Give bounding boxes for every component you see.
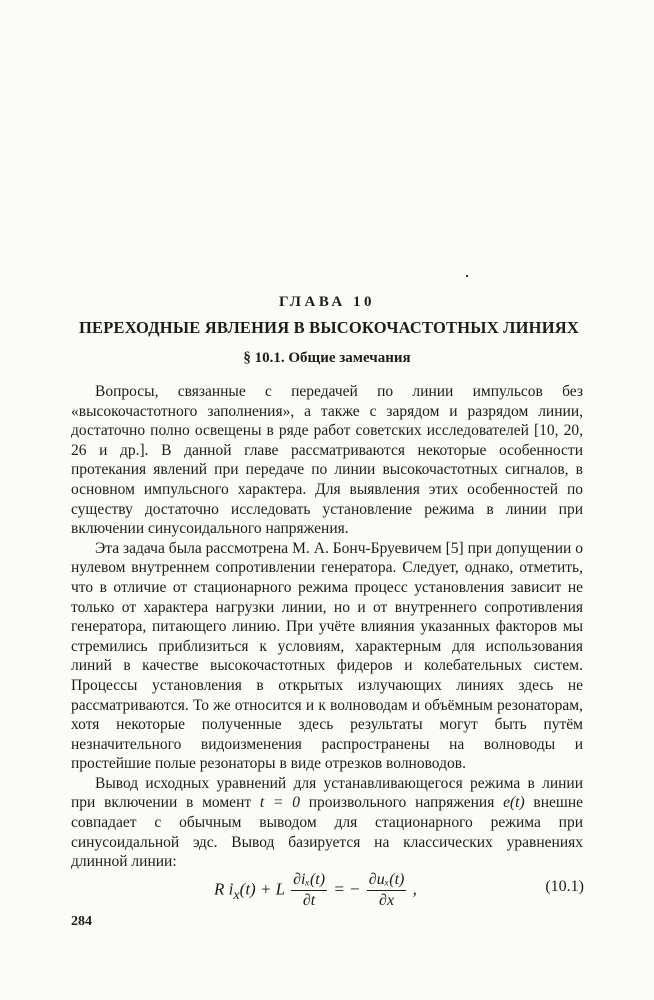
equation-body [214, 870, 417, 911]
paragraph-2: Эта задача была рассмотрена М. А. Бонч-Бруевичем [5] при допущении о нулевом внутреннем сопротивлении генератора. Следует, однако, отметить, что в отличие от стационарного режима процесс установления зависит не только от характера нагрузки линии, но и от внутреннего сопротивления генератора, питающего линию. При учёте влияния указанных факторов мы стремились приблизиться к условиям, характерным для использования линий в качестве высокочастотных фидеров и колебательных систем. Процессы установления в открытых излучающих линиях здесь не рассматриваются. То же относится и к волноводам и объёмным резонаторам, хотя некоторые полученные здесь результаты могут быть путём незначительного видоизменения распространены на волноводы и простейшие полые резонаторы в виде отрезков волноводов. [71, 539, 583, 773]
eq-fraction-di-dt-denominator: ∂t [302, 892, 316, 909]
paragraph-1: Вопросы, связанные с передачей по линии импульсов без «высокочастотного заполнения», а также с зарядом и разрядом линии, достаточно полно освещены в ряде работ советских исследователей [10, 20, 26 и др.]. В данной главе рассматриваются некоторые особенности протекания явлений при передаче по линии высокочастотных сигналов, в основном импульсного характера. Для выявления этих особенностей по существу достаточно исследовать установление режима в линии при включении синусоидального напряжения. [71, 383, 583, 538]
eq-fraction-du-dx-denominator: ∂x [379, 892, 395, 909]
eq-trailing-comma: , [412, 879, 417, 899]
equation-10-1 [214, 864, 584, 910]
paragraph-3-part2: произвольного напряжения [299, 794, 504, 812]
eq-fraction-du-dx-numerator: ∂uₓ(t) [367, 870, 407, 891]
chapter-title: ПЕРЕХОДНЫЕ ЯВЛЕНИЯ В ВЫСОКОЧАСТОТНЫХ ЛИНИЯХ [79, 318, 579, 337]
math-t-equals-zero: t = 0 [259, 794, 300, 812]
eq-fraction-di-dt [291, 870, 327, 911]
eq-fraction-di-dt-numerator: ∂iₓ(t) [291, 870, 327, 891]
eq-fraction-du-dx [367, 870, 407, 911]
paragraph-3 [71, 774, 583, 872]
section-title: § 10.1. Общие замечания [243, 350, 411, 366]
paragraph-3-part1: Вывод исходных уравнений для устанавливающегося режима в линии при включении в момент [71, 774, 583, 812]
eq-term-t-plus-l: (t) + L [239, 879, 285, 899]
print-speck [466, 275, 468, 277]
eq-term-r-i: R i [214, 879, 234, 899]
math-e-of-t: e(t) [503, 794, 525, 812]
equation-number: (10.1) [545, 878, 584, 895]
page-number: 284 [71, 914, 92, 929]
eq-equals-minus: = − [333, 879, 365, 899]
paragraph-3-part3: внешне совпадает с обычным выводом для стационарного режима при синусоидальной эдс. Вывод базируется на классических уравнениях длинной линии: [71, 794, 584, 871]
chapter-label: ГЛАВА 10 [279, 294, 375, 310]
eq-subscript-x: x [233, 886, 240, 903]
body-text [71, 382, 583, 872]
